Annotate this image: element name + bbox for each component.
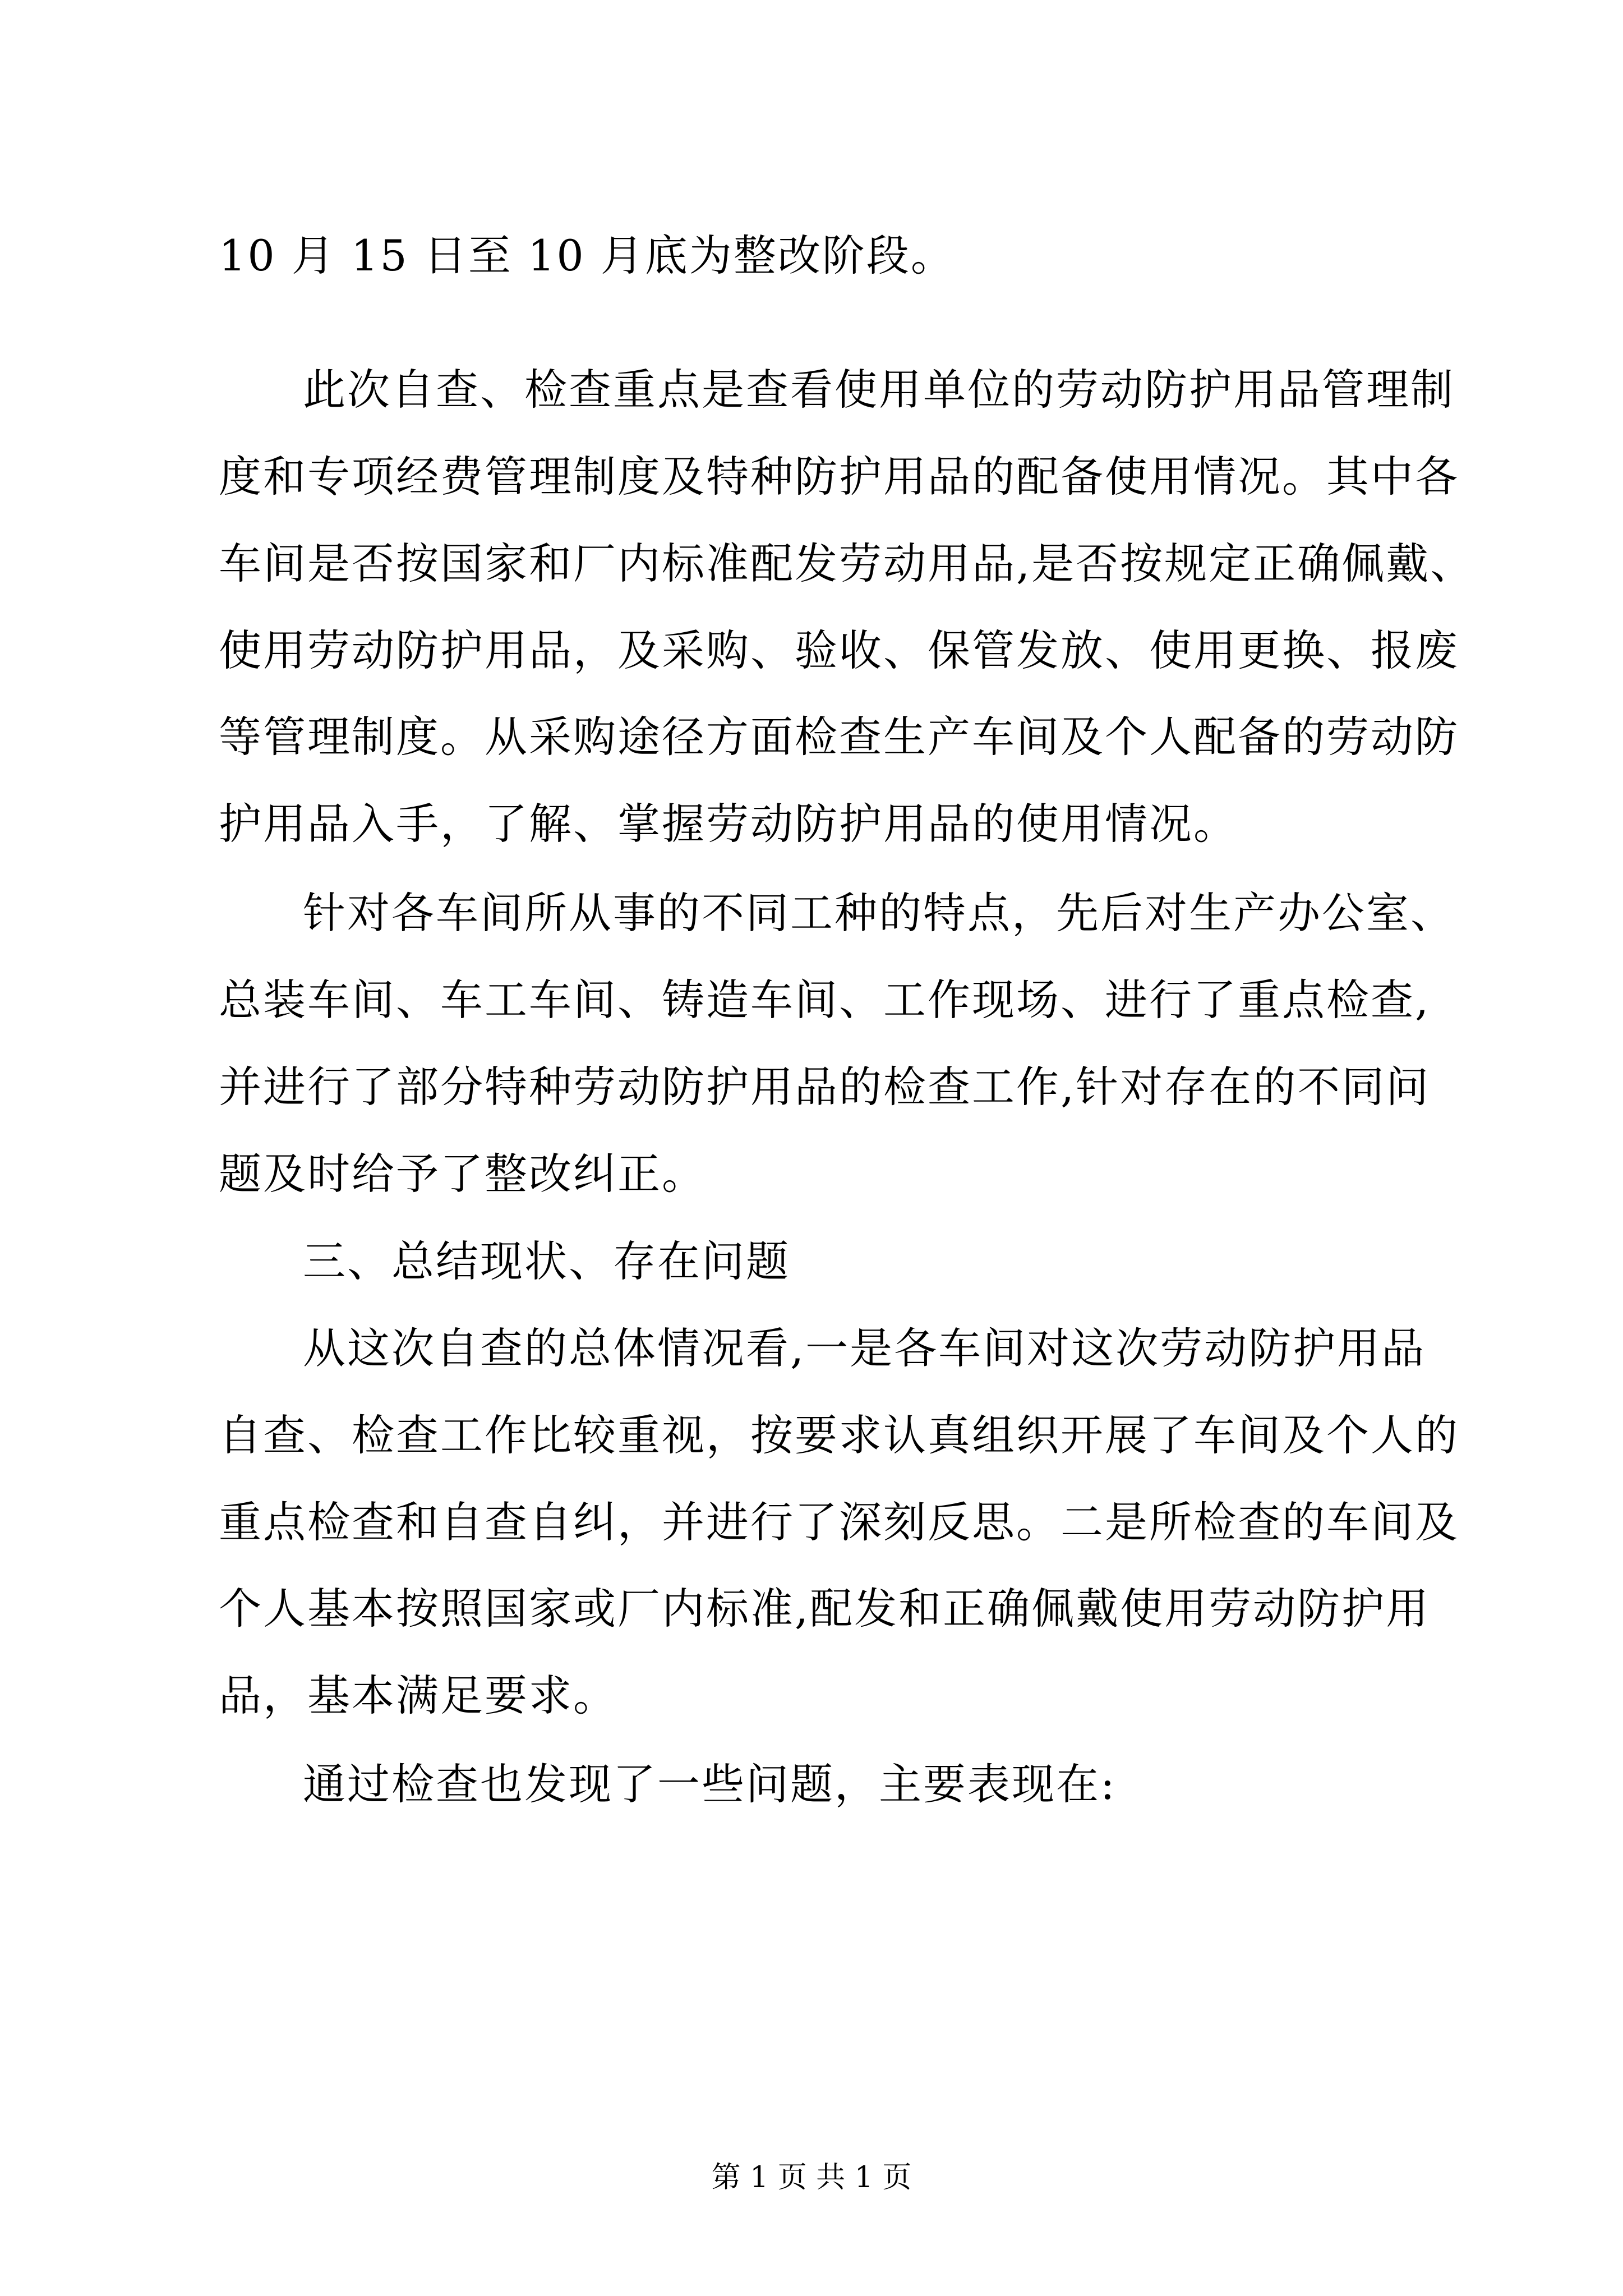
section-heading: 三、总结现状、存在问题 <box>303 1236 790 1286</box>
page-number-footer: 第 1 页 共 1 页 <box>711 2161 912 2194</box>
paragraph-line: 车间是否按国家和厂内标准配发劳动用品,是否按规定正确佩戴、 <box>219 539 1475 588</box>
paragraph-line: 品，基本满足要求。 <box>219 1671 617 1720</box>
paragraph-line: 针对各车间所从事的不同工种的特点，先后对生产办公室、 <box>303 888 1455 938</box>
paragraph-line: 从这次自查的总体情况看,一是各车间对这次劳动防护用品 <box>303 1323 1426 1373</box>
paragraph-line: 此次自查、检查重点是查看使用单位的劳动防护用品管理制 <box>303 365 1455 415</box>
paragraph-line: 自查、检查工作比较重视，按要求认真组织开展了车间及个人的 <box>219 1410 1459 1460</box>
paragraph-line: 度和专项经费管理制度及特种防护用品的配备使用情况。其中各 <box>219 452 1459 501</box>
paragraph-line: 护用品入手，了解、掌握劳动防护用品的使用情况。 <box>219 799 1238 849</box>
paragraph-line: 题及时给予了整改纠正。 <box>219 1149 706 1199</box>
paragraph-line: 等管理制度。从采购途径方面检查生产车间及个人配备的劳动防 <box>219 712 1459 762</box>
paragraph-line: 使用劳动防护用品，及采购、验收、保管发放、使用更换、报废 <box>219 625 1459 675</box>
paragraph-line: 并进行了部分特种劳动防护用品的检查工作,针对存在的不同问 <box>219 1062 1431 1112</box>
paragraph-line: 个人基本按照国家或厂内标准,配发和正确佩戴使用劳动防护用 <box>219 1584 1431 1634</box>
paragraph-line: 重点检查和自查自纠，并进行了深刻反思。二是所检查的车间及 <box>219 1497 1459 1547</box>
paragraph-line: 通过检查也发现了一些问题，主要表现在: <box>303 1759 1117 1809</box>
text-line: 10 月 15 日至 10 月底为整改阶段。 <box>219 231 955 280</box>
paragraph-line: 总装车间、车工车间、铸造车间、工作现场、进行了重点检查, <box>219 975 1431 1025</box>
